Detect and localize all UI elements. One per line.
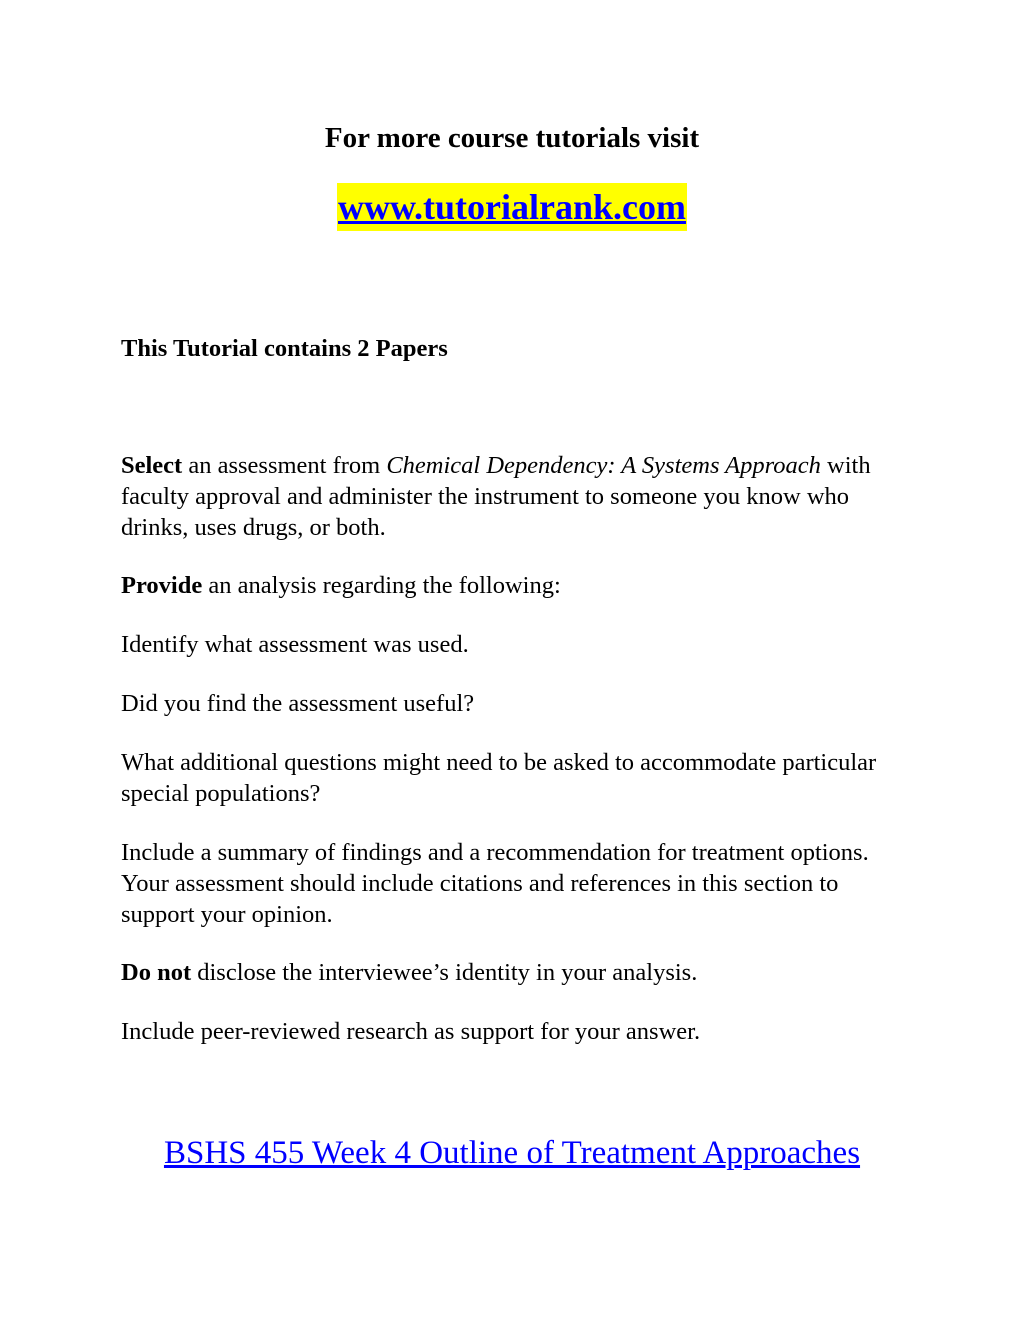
identify-paragraph: Identify what assessment was used. [121, 631, 469, 658]
next-tutorial-link-container [0, 1133, 1024, 1173]
visit-heading: For more course tutorials visit [324, 122, 700, 154]
peer-paragraph: Include peer-reviewed research as support for your answer. [121, 1018, 701, 1045]
next-tutorial-link[interactable]: BSHS 455 Week 4 Outline of Treatment Approaches [163, 1135, 861, 1171]
provide-lead: Provide [121, 572, 203, 599]
summary-paragraph: Include a summary of findings and a recommendation for treatment options. Your assessment should include citations and references in this section to support your opinion. [121, 839, 869, 928]
select-lead: Select [121, 452, 183, 479]
questions-paragraph: What additional questions might need to be asked to accommodate particular special populations? [121, 749, 877, 807]
site-link[interactable]: www.tutorialrank.com [337, 183, 687, 231]
select-text-2: with faculty approval and administer the instrument to someone you know who drinks, uses drugs, or both. [121, 452, 871, 541]
tutorial-contains-heading: This Tutorial contains 2 Papers [121, 335, 448, 362]
do-not-text: disclose the interviewee’s identity in your analysis. [191, 959, 698, 986]
provide-paragraph [121, 570, 901, 601]
select-paragraph [121, 450, 901, 543]
site-link-container [0, 183, 1024, 231]
provide-text: an analysis regarding the following: [202, 572, 561, 599]
useful-paragraph: Did you find the assessment useful? [121, 690, 475, 717]
select-text-1: an assessment from [182, 452, 387, 479]
do-not-lead: Do not [121, 959, 192, 986]
do-not-paragraph [121, 957, 901, 988]
book-title: Chemical Dependency: A Systems Approach [386, 452, 821, 479]
